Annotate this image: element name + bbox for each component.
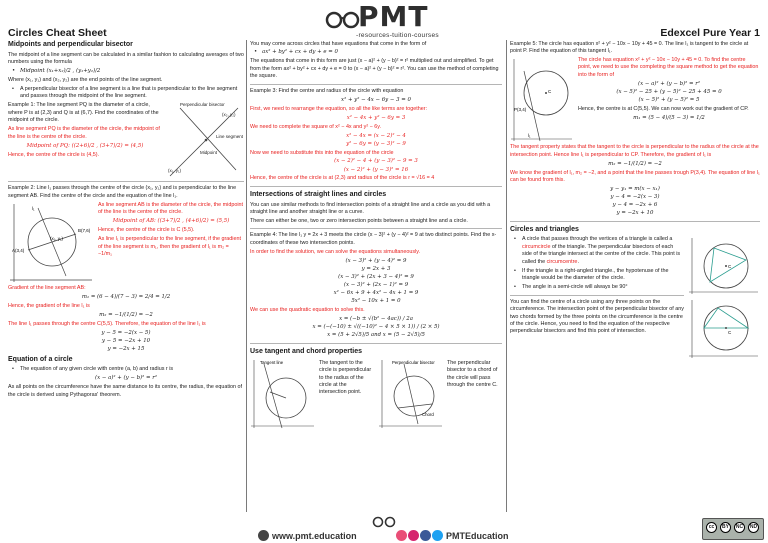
fig2-b-label: B(7,6) xyxy=(78,227,91,233)
example-5-eq: (x − 5)² + (y − 5)² = 5 xyxy=(638,96,700,103)
pmt-logo xyxy=(324,2,444,42)
fig5-p-label: P(3,4) xyxy=(514,106,527,112)
paragraph: The equations that come in this form are just (x − a)² + (y − b)² = r² multiplied out and simplified. To get from the form ax² + by² + cx + dy + e = 0 to (x − a)² + (y − b)² = r². You can use the method of completing the square. xyxy=(250,58,499,80)
paragraph: You can use similar methods to find intersection points of a straight line and a circle as you did with a straight line and another straight line or a curve. xyxy=(250,201,491,216)
fig5-l1-label: l₁ xyxy=(528,132,531,138)
logo-subtitle: -resources-tuition-courses xyxy=(356,32,439,39)
example-2-text: Example 2: Line l₁ passes through the centre of the circle (x₁, y₁) and is perpendicular to the line segment AB. Find the centre of the circle and the equation of the line l₁. xyxy=(8,185,237,199)
general-form-equation: • ax² + by² + cx + dy + e = 0 xyxy=(250,49,502,56)
example-3-eq: (x − 2)² − 4 + (y − 3)² − 9 = 3 xyxy=(334,158,418,165)
example-5-eq: y − y₁ = m(x − x₁) xyxy=(610,186,660,193)
example-2-working-2: As line l₁ is perpendicular to the line segment, if the gradient of the line segment is m₁, then the gradient of l₁ is m₂ = −1/m₁ xyxy=(98,236,241,257)
paragraph: As all points on the circumference have the same distance to its centre, the radius, the equation of the circle is derived using Pythagoras' theorem. xyxy=(8,384,243,398)
cc-icon: cc xyxy=(706,522,717,533)
divider xyxy=(8,181,244,182)
example-2-hence: Hence, the gradient of the line l₁ is xyxy=(8,303,90,310)
example-4-eq: (x − 3)² + (2x + 3 − 4)² = 9 xyxy=(338,273,414,280)
example-5-m1: m₁ = (5 − 4)/(5 − 3) = 1/2 xyxy=(633,114,705,121)
example-3-equation: x² + y² − 4x − 6y − 3 = 0 xyxy=(341,96,411,103)
example-4-eq: y = 2x + 3 xyxy=(361,265,391,272)
fig1-midpoint-label: Midpoint xyxy=(200,150,218,156)
example-4-eq: (x − 3)² + (y − 4)² = 9 xyxy=(345,257,407,264)
facebook-icon[interactable] xyxy=(420,530,431,541)
divider xyxy=(250,84,502,85)
page-subject: Edexcel Pure Year 1 xyxy=(660,27,760,39)
example-5-eq: y − 4 = −2(x − 3) xyxy=(610,194,660,201)
column-right xyxy=(510,39,760,514)
twitter-icon[interactable] xyxy=(432,530,443,541)
bullet-right-angle: • If the triangle is a right-angled triangle., the hypotenuse of the triangle would be the diameter of the circle. xyxy=(510,268,760,283)
cc-by-icon: BY xyxy=(720,522,731,533)
divider xyxy=(250,228,502,229)
midpoint-formula: • Midpoint (x₁+x₂)/2 , (y₁+y₂)/2 xyxy=(8,68,244,75)
cc-nc-icon: NC xyxy=(734,522,745,533)
example-2-gradient: m₁ = (6 − 4)/(7 − 3) = 2/4 = 1/2 xyxy=(81,294,171,301)
example-2-eq-line: y − 5 = −2x + 10 xyxy=(101,338,151,345)
paragraph: Where (x₁, y₁) and (x₂, y₂) are the end points of the line segment. xyxy=(8,77,163,84)
divider xyxy=(250,343,502,344)
section-title-equation: Equation of a circle xyxy=(8,355,73,363)
column-divider xyxy=(506,40,507,512)
fig1-p2-label: (x₂, y₂) xyxy=(222,112,236,118)
example-4-eq: x² − 6x + 9 + 4x² − 4x + 1 = 9 xyxy=(333,290,419,296)
creative-commons-badge xyxy=(702,518,764,540)
example-5-m2: m₂ = −1/(1/2) = −2 xyxy=(608,160,662,167)
example-5-working-2: The tangent property states that the tangent to the circle is perpendicular to the radius of the circle at the intersection point. Hence line l₁ is perpendicular to CP. Therefore, the gradient of l₁ is xyxy=(510,144,759,158)
example-1-working: As line segment PQ is the diameter of the circle, the midpoint of the line is the centre of the circle. xyxy=(8,126,160,140)
example-5-centre: Hence, the centre is at C(5,5). We can now work out the gradient of CP. xyxy=(578,105,749,112)
figure-circle-diameter xyxy=(8,202,94,284)
section-title-triangles: Circles and triangles xyxy=(510,225,579,233)
example-3-result: Hence, the centre of the circle is at (2,3) and radius of the circle is r = √16 = 4 xyxy=(250,175,435,182)
fig6-c-label: C xyxy=(728,264,732,270)
logo-text: PMT xyxy=(358,0,429,33)
example-4-working-1: In order to find the solution, we can solve the equations simultaneously. xyxy=(250,248,421,255)
column-middle xyxy=(250,39,502,514)
footer xyxy=(0,515,768,543)
fig4-chord-label: Chord xyxy=(422,412,434,418)
bullet-semicircle: • The angle in a semi-circle will always be 90° xyxy=(510,284,760,291)
bullet-circle-equation: • The equation of any given circle with centre (a, b) and radius r is xyxy=(8,366,244,373)
cc-nd-icon: ND xyxy=(748,522,759,533)
footer-website-link[interactable]: www.pmt.education xyxy=(272,531,357,541)
fig2-c-label: (x₁, y₁) xyxy=(50,235,64,241)
example-3-eq: (x − 2)² + (y − 3)² = 16 xyxy=(343,166,409,173)
column-left xyxy=(8,39,244,514)
glasses-icon xyxy=(324,6,362,34)
example-3-working-3: Now we need to substitute this into the equation of the circle xyxy=(250,149,394,156)
figure-tangent xyxy=(250,358,316,430)
glasses-icon xyxy=(372,515,396,529)
section-title-midpoints: Midpoints and perpendicular bisector xyxy=(8,41,133,48)
example-3-text: Example 3: Find the centre and radius of the circle with equation xyxy=(250,87,404,94)
example-3-eq: y² − 6y = (y − 3)² − 9 xyxy=(346,140,406,147)
fig2-a-label: A(3,4) xyxy=(12,247,25,253)
globe-icon xyxy=(258,530,269,541)
fig3-tangent-label: Tangent line xyxy=(260,360,284,366)
example-2-eq-line: y − 5 = −2(x − 5) xyxy=(101,330,151,337)
example-1-midpoint: Midpoint of PQ: ((2+6)/2 , (3+7)/2) = (4,5) xyxy=(26,142,144,149)
divider xyxy=(250,186,502,187)
fig7-c-label: C xyxy=(728,330,732,336)
bullet-bisector: • A perpendicular bisector of a line segment is a line that is perpendicular to the line segment and passes through the midpoint of the line segment. xyxy=(8,86,244,101)
example-2-m2: m₂ = −1/(1/2) = −2 xyxy=(99,312,153,319)
instagram-icon[interactable] xyxy=(408,530,419,541)
example-1-result: Hence, the centre of the circle is (4,5). xyxy=(8,151,100,158)
example-5-form: (x − a)² + (y − b)² = r² xyxy=(638,80,700,87)
footer-social-handle[interactable]: PMTEducation xyxy=(446,531,509,541)
example-5-eq: y − 4 = −2x + 6 xyxy=(612,202,658,209)
example-5-eq: (x − 5)² − 25 + (y − 5)² − 25 + 45 = 0 xyxy=(616,88,722,95)
example-4-eq: x = (5 + 2√5)/5 and x = (5 − 2√5)/5 xyxy=(327,332,425,339)
figure-perpendicular-bisector xyxy=(166,102,244,178)
example-2-working-1: As line segment AB is the diameter of the circle, the midpoint of the line is the centre of the circle. xyxy=(98,201,244,216)
example-2-eq-line: y = −2x + 15 xyxy=(107,346,145,353)
example-5-working-1: The circle has equation x² + y² − 10x − 10y + 45 = 0. To find the centre point, we need to use the completing the square method to get the equation into the form of xyxy=(578,56,759,78)
paragraph-three-points: You can find the centre of a circle using any three points on the circumference. The intersection point of the perpendicular bisector of any two chords formed by the three points on the circumference is the centre of the circle. Hence, you need to find the equation of the respective perpendicular bisectors and find this point of intersection. xyxy=(510,298,684,335)
paragraph: You may come across circles that have equations that come in the form of xyxy=(250,40,427,47)
example-5-eq: y = −2x + 10 xyxy=(616,210,654,217)
paragraph: There can either be one, two or zero intersection points between a straight line and a circle. xyxy=(250,218,468,224)
fig1-p1-label: (x₁, y₁) xyxy=(168,168,182,174)
divider xyxy=(510,295,684,296)
paragraph: The midpoint of a line segment can be calculated in a similar fashion to calculating averages of two numbers using the formula xyxy=(8,51,244,66)
bullet-circumcircle: • A circle that passes through the vertices of a triangle is called a circumcircle of the triangle. The perpendicular bisectors of each side of the triangle intersect at the centre of the circle. This point is called the circumcentre. xyxy=(510,236,760,266)
example-4-eq: x = (−(−10) ± √((−10)² − 4 × 5 × 1)) / (2 × 5) xyxy=(312,324,440,330)
fig1-bisector-label: Perpendicular bisector xyxy=(180,102,225,108)
section-title-tangent: Use tangent and chord properties xyxy=(250,347,363,355)
youtube-icon[interactable] xyxy=(396,530,407,541)
example-3-working-1: First, we need to rearrange the equation, so all the like terms are together: xyxy=(250,105,428,112)
fig1-segment-label: Line segment xyxy=(216,134,244,140)
example-3-eq: x² − 4x + y² − 6y = 3 xyxy=(346,114,406,121)
divider xyxy=(510,221,760,222)
tangent-property: The tangent to the circle is perpendicular to the radius of the circle at the intersection point. xyxy=(319,359,372,396)
example-4-eq: x = (−b ± √(b² − 4ac)) / 2a xyxy=(339,315,413,322)
column-divider xyxy=(246,40,247,512)
example-4-working-2: We can use the quadratic equation to solve this. xyxy=(250,307,365,313)
example-3-working-2: We need to complete the square of x² − 4x and y² − 6y. xyxy=(250,123,382,130)
figure-tangent-example xyxy=(510,57,574,143)
page-title: Circles Cheat Sheet xyxy=(8,27,107,39)
example-4-text: Example 4: The line l₁ y = 2x + 3 meets the circle (x − 3)² + (y − 4)² = 9 at two distinct points. Find the x-coordinates of these two intersection points. xyxy=(250,232,497,246)
example-2-centre: Hence, the centre of the circle is C (5,5). xyxy=(98,227,195,234)
figure-chord xyxy=(378,358,444,430)
fig5-c-label: C xyxy=(548,88,552,94)
example-1-text: Example 1: The line segment PQ is the diameter of a circle, where P is at (2,3) and Q is at (6,7). Find the coordinates of the midpoint of the circle. xyxy=(8,102,159,124)
example-2-working-3: The line l₁ passes through the centre C(5,5). Therefore, the equation of the line l₁ is xyxy=(8,321,206,328)
example-3-eq: x² − 4x = (x − 2)² − 4 xyxy=(346,132,406,139)
example-4-eq: (x − 3)² + (2x − 1)² = 9 xyxy=(343,281,409,288)
example-4-eq: 5x² − 10x + 1 = 0 xyxy=(351,298,401,305)
chord-property: The perpendicular bisector to a chord of the circle will pass through the centre C. xyxy=(447,359,498,389)
fig2-l1-label: l₁ xyxy=(32,205,35,211)
circle-equation: (x − a)² + (y − b)² = r² xyxy=(95,375,157,382)
example-2-midpoint: Midpoint of AB: ((3+7)/2 , (4+6)/2) = (5,5) xyxy=(112,218,230,225)
section-title-intersections: Intersections of straight lines and circles xyxy=(250,190,387,198)
example-2-gradient-label: Gradient of the line segment AB: xyxy=(8,285,86,292)
fig4-bisector-label: Perpendicular bisector xyxy=(392,360,435,366)
example-5-text: Example 5: The circle has equation x² + y² − 10x − 10y + 45 = 0. The line l₁ is tangent to the circle at point P. Find the equation of this tangent l₁. xyxy=(510,40,749,54)
example-5-working-3: We know the gradient of l₁, m₂ = −2, and a point that the line passes trough P(3,4). The equation of line l₁ can be found from this. xyxy=(510,169,760,184)
